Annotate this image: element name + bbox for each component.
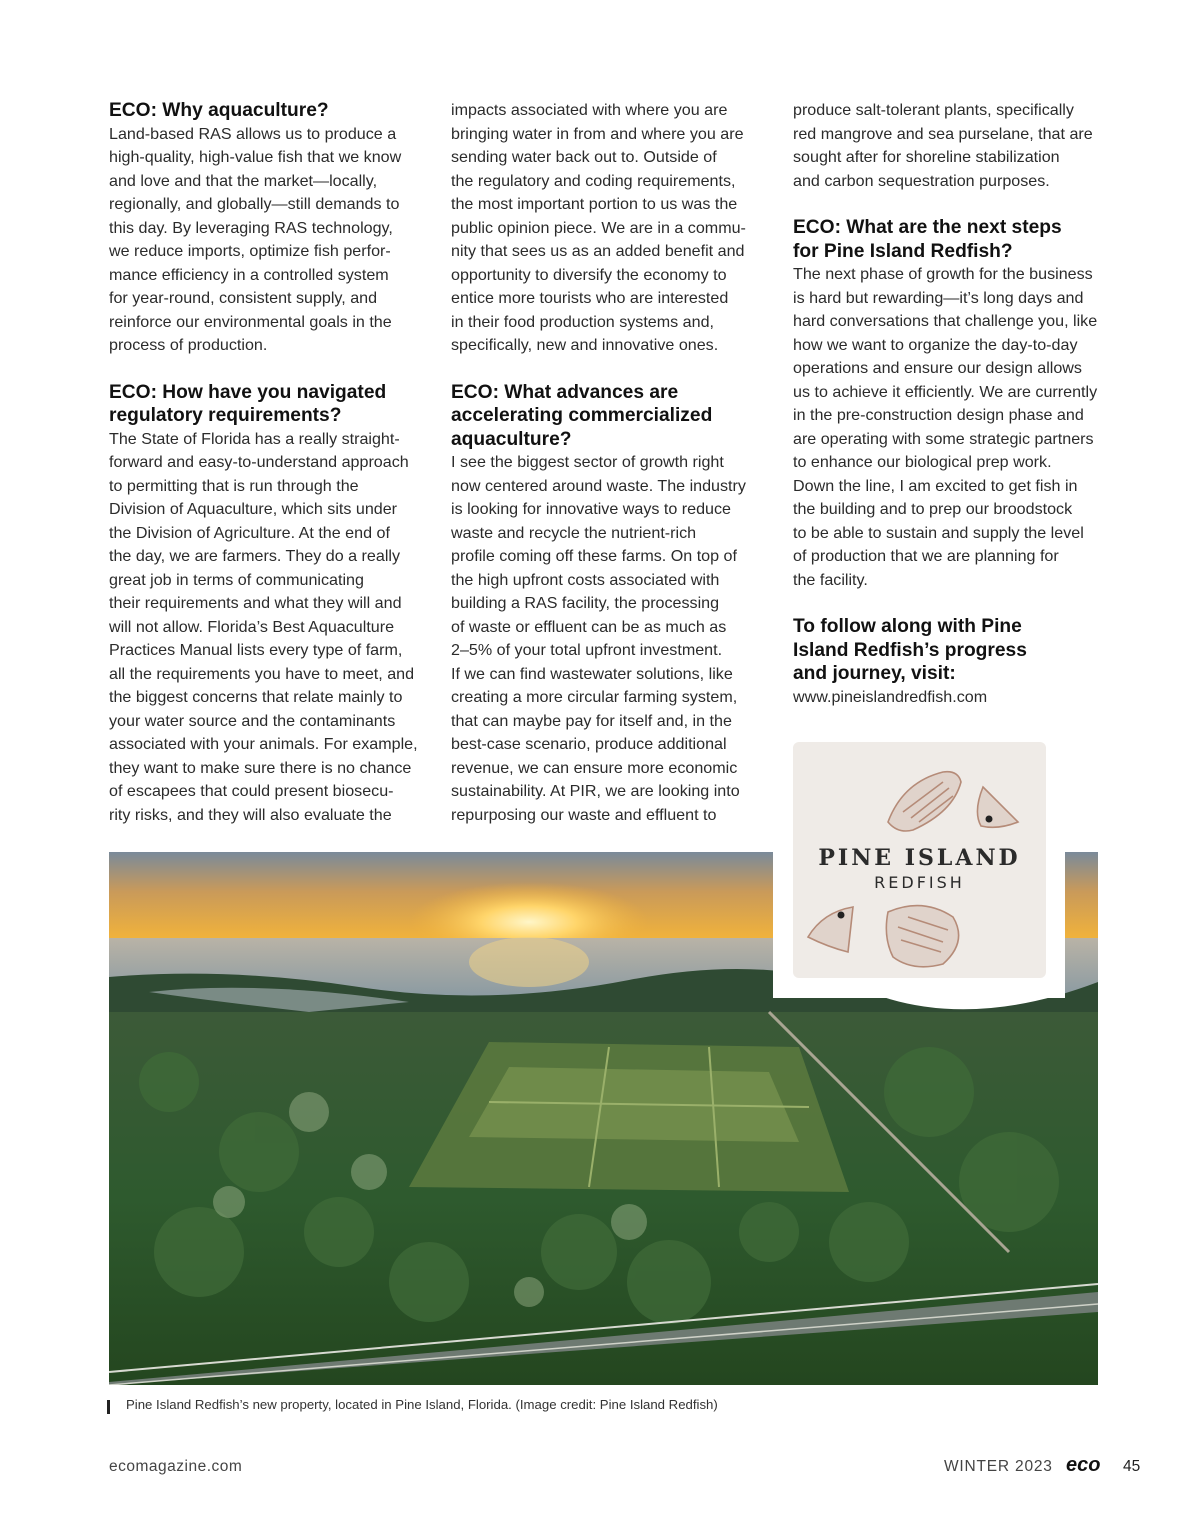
paragraph-advances-cont: produce salt-tolerant plants, specifically red mangrove and sea purselane, that are sought after for shoreline stabilization and carbon sequestration purposes. (793, 101, 1093, 190)
fish-eye-icon-2 (838, 912, 845, 919)
logo-subtitle: REDFISH (874, 873, 965, 892)
paragraph-regulatory-cont: impacts associated with where you are bringing water in from and where you are sending water back out to. Outside of the regulatory and coding requirements, the most important portion to us was the public opinion piece. We are in a commu- nity that sees us as an added benefit and opportunity to diversify the economy to entice more tourists who are interested in their food production systems and, specifically, new and innovative ones. (451, 101, 746, 354)
paragraph-regulatory: The State of Florida has a really straight- forward and easy-to-understand approach to permitting that is run through the Division of Aquaculture, which sits under the Division of Agriculture. At the end of the day, we are farmers. They do a really great job in terms of communicating their requirements and what they will and will not allow. Florida’s Best Aquaculture Practices Manual lists every type of farm, all the requirements you have to meet, and the biggest concerns that relate mainly to your water source and the contaminants associated with your animals. For example, they want to make sure there is no chance of escapees that could present biosecu- rity risks, and they will also evaluate the (109, 429, 418, 824)
page-number: 45 (1123, 1458, 1141, 1475)
footer-issue: WINTER 2023 (944, 1458, 1053, 1475)
fish-tail-icon-top (977, 787, 1018, 827)
website-link[interactable]: www.pineislandredfish.com (793, 687, 988, 706)
heading-regulatory: ECO: How have you navigated regulatory requirements? (109, 381, 387, 426)
heading-next-steps: ECO: What are the next steps for Pine Island Redfish? (793, 217, 1062, 262)
fish-icon-top (888, 772, 961, 831)
paragraph-advances: I see the biggest sector of growth right now centered around waste. The industry is looking for innovative ways to reduce waste and recycle the nutrient-rich profile coming off these farms. On top of the high upfront costs associated with building a RAS facility, the processing of waste or effluent can be as much as 2–5% of your total upfront investment. If we can find wastewater solutions, like creating a more circular farming system, that can maybe pay for itself and, in the best-case scenario, produce additional revenue, we can ensure more economic sustainability. At PIR, we are looking into repurposing our waste and effluent to (451, 453, 746, 824)
paragraph-next-steps: The next phase of growth for the business is hard but rewarding—it’s long days and hard conversations that challenge you, like how we want to organize the day-to-day operations and ensure our design allows us to achieve it efficiently. We are currently in the pre-construction design phase and are operating with some strategic partners to enhance our biological prep work. Down the line, I am excited to get fish in the building and to prep our broodstock to be able to sustain and supply the level of production that we are planning for the facility. (793, 265, 1098, 589)
heading-advances: ECO: What advances are accelerating commercialized aquaculture? (451, 381, 713, 450)
fish-icon-bottom (886, 906, 958, 967)
caption-marker (107, 1400, 110, 1414)
footer-brand-logo: eco (1066, 1454, 1101, 1476)
article-column-3 (793, 99, 1119, 709)
logo-title: PINE ISLAND (818, 845, 1021, 871)
heading-why-aquaculture: ECO: Why aquaculture? (109, 100, 329, 121)
fish-tail-icon-bottom (808, 907, 853, 952)
logo-panel (773, 735, 1065, 998)
heading-follow-along: To follow along with Pine Island Redfish’s progress and journey, visit: (793, 616, 1027, 684)
photo-caption: Pine Island Redfish’s new property, located in Pine Island, Florida. (Image credit: Pine Island Redfish) (126, 1397, 718, 1412)
article-column-1 (109, 99, 435, 827)
pine-island-redfish-logo (793, 742, 1046, 978)
fish-eye-icon (986, 816, 993, 823)
paragraph-why-aquaculture: Land-based RAS allows us to produce a high-quality, high-value fish that we know and love and that the market—locally, regionally, and globally—still demands to this day. By leveraging RAS technology, we reduce imports, optimize fish perfor- mance efficiency in a controlled system for year-round, consistent supply, and reinforce our environmental goals in the process of production. (109, 124, 402, 354)
footer-site[interactable]: ecomagazine.com (109, 1458, 243, 1475)
article-column-2 (451, 99, 777, 827)
